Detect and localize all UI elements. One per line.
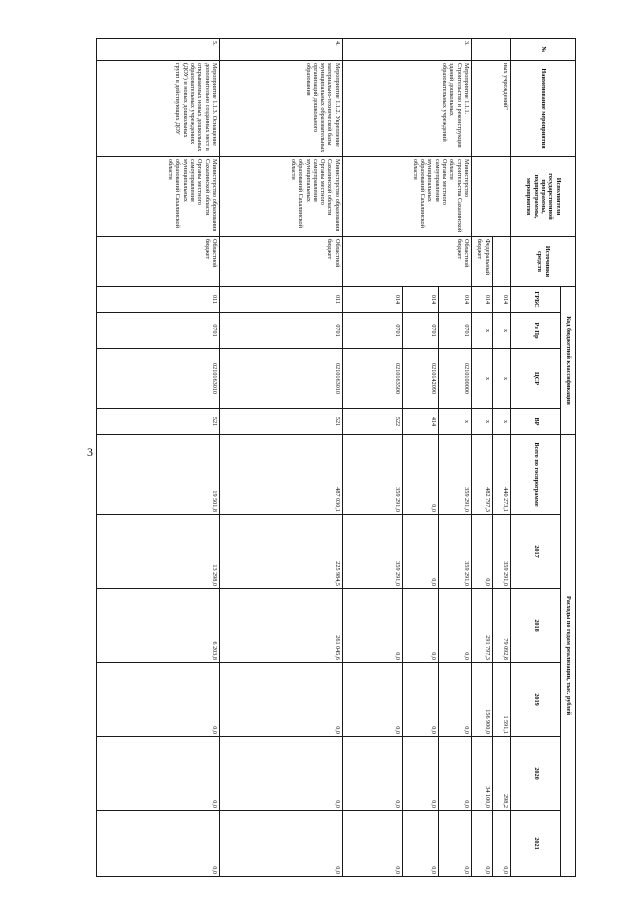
row-total: 19 501,8 — [97, 435, 220, 515]
header-total: Всего по госпрограмме — [511, 435, 561, 515]
m4-source: Областной бюджет — [219, 237, 342, 287]
row-total: 482 797,3 — [471, 435, 492, 515]
row-source — [492, 237, 511, 287]
row-2018: 291 797,3 — [471, 589, 492, 663]
row-2019: 0,0 — [219, 663, 342, 737]
row-grbs: 014 — [342, 287, 402, 313]
table-row — [438, 39, 471, 877]
row-2021: 0,0 — [492, 811, 511, 877]
row-2019: 0,0 — [438, 663, 471, 737]
row-vr: 414 — [403, 409, 438, 435]
row-2017: 0,0 — [471, 515, 492, 589]
header-executors: Исполнители государственной программы, подпрограммы, мероприятия — [511, 157, 576, 237]
m5-executor-2: Органы местного самоуправления муниципальных образований Сахалинской области — [167, 159, 204, 228]
m5-num: 5. — [97, 39, 220, 61]
row-2017: 359 291,0 — [438, 515, 471, 589]
row-total: 359 291,0 — [342, 435, 402, 515]
row-2019: 0,0 — [97, 663, 220, 737]
header-grbs: ГРБС — [511, 287, 561, 313]
row-total: 0,0 — [403, 435, 438, 515]
row-2019: 0,0 — [342, 663, 402, 737]
row-2020: 298,2 — [492, 737, 511, 811]
row-rzpr: 0701 — [342, 313, 402, 349]
m3-name: Мероприятие 1.1.1. Строительство и реконструкция зданий дошкольных образовательных учреждений — [342, 61, 471, 157]
row-vr: х — [492, 409, 511, 435]
row-2019: 0,0 — [403, 663, 438, 737]
header-2020: 2020 — [511, 737, 561, 811]
row-csr: х — [492, 349, 511, 409]
row-rzpr: 0701 — [438, 313, 471, 349]
m4-executor-1: Министерство образования Сахалинской области — [326, 159, 341, 232]
row-2020: 0,0 — [403, 737, 438, 811]
header-num: № — [511, 39, 576, 61]
row-2021: 0,0 — [471, 811, 492, 877]
row-csr: 0210163010 — [219, 349, 342, 409]
m3-source: Областной бюджет — [342, 237, 471, 287]
table-row — [492, 39, 511, 877]
m3-num: 3. — [342, 39, 471, 61]
row-2021: 0,0 — [97, 811, 220, 877]
row-csr: 0210163010 — [97, 349, 220, 409]
row-rzpr: 0701 — [403, 313, 438, 349]
header-2021: 2021 — [511, 811, 561, 877]
row-grbs: 011 — [219, 287, 342, 313]
row-csr: 0210142090 — [403, 349, 438, 409]
row-2017: 359 291,0 — [492, 515, 511, 589]
row-csr: 0210163500 — [342, 349, 402, 409]
row-2019: 156 900,0 — [471, 663, 492, 737]
row-2021: 0,0 — [219, 811, 342, 877]
row-total: 440 273,1 — [492, 435, 511, 515]
row-grbs: 014 — [438, 287, 471, 313]
row-2020: 34 100,0 — [471, 737, 492, 811]
row-2021: 0,0 — [438, 811, 471, 877]
row-csr: х — [471, 349, 492, 409]
row-vr: х — [438, 409, 471, 435]
header-expenses: Расходы по годам реализации, тыс. рублей — [561, 435, 576, 877]
row-2020: 0,0 — [342, 737, 402, 811]
row-2018: 261 045,6 — [219, 589, 342, 663]
rotated-table-container — [96, 38, 576, 876]
row-2018: 0,0 — [342, 589, 402, 663]
row-grbs: 014 — [471, 287, 492, 313]
row-2017: 0,0 — [403, 515, 438, 589]
cont-name: ных учреждений" — [502, 63, 510, 110]
row-vr: 522 — [342, 409, 402, 435]
row-2017: 359 291,0 — [342, 515, 402, 589]
row-2018: 0,0 — [438, 589, 471, 663]
page-number: 3 — [87, 445, 93, 459]
row-2021: 0,0 — [403, 811, 438, 877]
header-rzpr: Рз Пр — [511, 313, 561, 349]
m4-executors — [219, 157, 342, 237]
row-grbs: 014 — [492, 287, 511, 313]
row-2018: 0,0 — [403, 589, 438, 663]
m3-executor-2: Органы местного самоуправления муниципальных образований Сахалинской области — [411, 159, 448, 228]
row-grbs: 014 — [403, 287, 438, 313]
row-vr: 521 — [219, 409, 342, 435]
m5-executor-1: Министерство образования Сахалинской области — [203, 159, 218, 232]
m4-name: Мероприятие 1.1.2. Укрепление материально-технической базы муниципальных образовательных организаций дошкольного образования — [219, 61, 342, 157]
m3-executor-1: Министерство строительства Сахалинской области — [448, 159, 470, 233]
header-2018: 2018 — [511, 589, 561, 663]
row-2018: 6 203,8 — [97, 589, 220, 663]
row-rzpr: х — [492, 313, 511, 349]
row-csr: 0210100000 — [438, 349, 471, 409]
row-grbs: 011 — [97, 287, 220, 313]
header-row-1 — [561, 39, 576, 877]
row-2021: 0,0 — [342, 811, 402, 877]
row-2017: 13 298,0 — [97, 515, 220, 589]
m3-executors — [342, 157, 471, 237]
m5-executors — [97, 157, 220, 237]
header-2019: 2019 — [511, 663, 561, 737]
header-csr: ЦСР — [511, 349, 561, 409]
m4-num: 4. — [219, 39, 342, 61]
budget-table — [96, 38, 576, 877]
row-rzpr: 0701 — [97, 313, 220, 349]
row-2020: 0,0 — [438, 737, 471, 811]
m5-name: Мероприятие 1.1.3. Оснащение дополнительно созданных мест в открываемых новых дошкольных образовательных учреждениях (ДОУ) и новых дошкольных групп в действующих ДОУ — [97, 61, 220, 157]
row-total: 487 030,1 — [219, 435, 342, 515]
cont-name-cell — [471, 61, 511, 157]
row-vr: 521 — [97, 409, 220, 435]
row-2020: 0,0 — [97, 737, 220, 811]
row-2017: 225 984,5 — [219, 515, 342, 589]
table-row — [97, 39, 220, 877]
header-sources: Источники средств — [511, 237, 576, 287]
row-vr: х — [471, 409, 492, 435]
header-vr: ВР — [511, 409, 561, 435]
header-name: Наименование мероприятия — [511, 61, 576, 157]
row-2020: 0,0 — [219, 737, 342, 811]
row-2018: 79 092,8 — [492, 589, 511, 663]
header-budget-code: Код бюджетной классификации — [561, 287, 576, 435]
m5-source: Областной бюджет — [97, 237, 220, 287]
row-total: 359 291,0 — [438, 435, 471, 515]
row-rzpr: 0701 — [219, 313, 342, 349]
cont-num-cell — [471, 39, 511, 61]
row-2019: 1 591,1 — [492, 663, 511, 737]
row-source: Федеральный бюджет — [471, 237, 492, 287]
cont-executor-cell — [471, 157, 511, 237]
header-2017: 2017 — [511, 515, 561, 589]
row-rzpr: х — [471, 313, 492, 349]
table-row — [219, 39, 342, 877]
m4-executor-2: Органы местного самоуправления муниципальных образований Сахалинской области — [289, 159, 327, 228]
